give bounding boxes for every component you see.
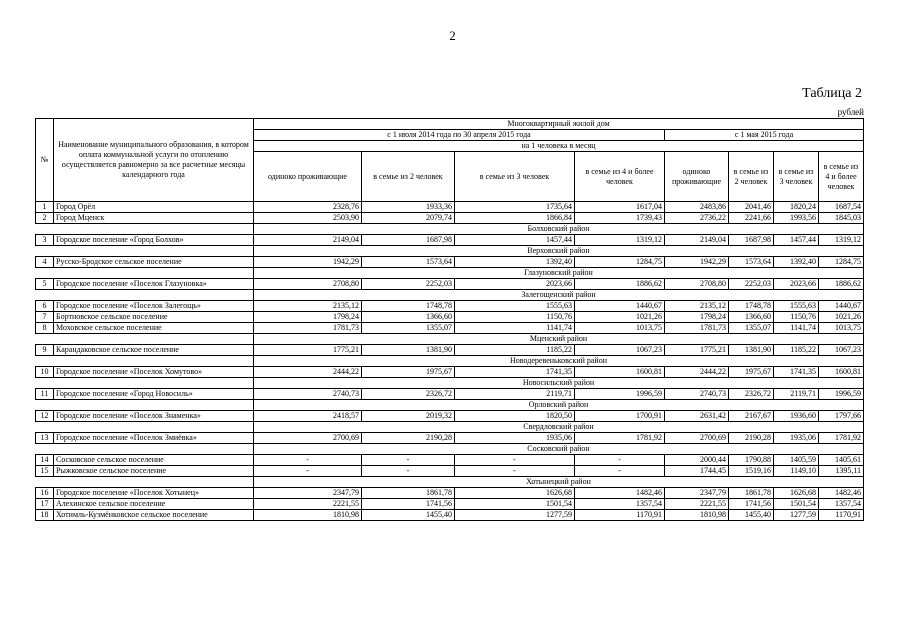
value-cell: 2023,66	[455, 279, 575, 290]
value-cell: 1600,81	[819, 367, 864, 378]
value-cell: -	[362, 466, 455, 477]
table-header	[36, 119, 864, 202]
value-cell: 1741,35	[455, 367, 575, 378]
value-cell: -	[455, 466, 575, 477]
table-row	[36, 213, 864, 224]
district-spacer	[36, 224, 254, 235]
value-cell: 1405,61	[819, 455, 864, 466]
value-cell: 2700,69	[254, 433, 362, 444]
value-cell: 1781,73	[665, 323, 729, 334]
table-body	[36, 202, 864, 521]
row-number: 13	[36, 433, 54, 444]
value-cell: 2041,46	[729, 202, 774, 213]
table-row	[36, 235, 864, 246]
table-row	[36, 499, 864, 510]
district-spacer	[36, 334, 254, 345]
row-number: 9	[36, 345, 54, 356]
municipality-name: Хотимль-Кузмёнковское сельское поселение	[54, 510, 254, 521]
value-cell: 1687,54	[819, 202, 864, 213]
tariff-table	[35, 118, 864, 521]
value-cell: 2503,90	[254, 213, 362, 224]
value-cell: 2347,79	[665, 488, 729, 499]
value-cell: 1555,63	[774, 301, 819, 312]
row-number: 3	[36, 235, 54, 246]
district-name: Орловский район	[254, 400, 864, 411]
district-name: Верховский район	[254, 246, 864, 257]
header-col: одиноко проживающие	[254, 152, 362, 202]
row-number: 11	[36, 389, 54, 400]
value-cell: -	[575, 466, 665, 477]
municipality-name: Рыжковское сельское поселение	[54, 466, 254, 477]
district-name: Болховский район	[254, 224, 864, 235]
value-cell: 1748,78	[729, 301, 774, 312]
district-spacer	[36, 268, 254, 279]
header-building-type: Многоквартирный жилой дом	[254, 119, 864, 130]
value-cell: 1284,75	[575, 257, 665, 268]
value-cell: 2740,73	[665, 389, 729, 400]
value-cell: 2418,57	[254, 411, 362, 422]
value-cell: 1573,64	[729, 257, 774, 268]
district-name: Сосковский район	[254, 444, 864, 455]
value-cell: 1067,23	[575, 345, 665, 356]
value-cell: 1185,22	[774, 345, 819, 356]
value-cell: 2000,44	[665, 455, 729, 466]
row-number: 1	[36, 202, 54, 213]
district-spacer	[36, 290, 254, 301]
value-cell: 2023,66	[774, 279, 819, 290]
table-row	[36, 389, 864, 400]
value-cell: 1861,78	[729, 488, 774, 499]
value-cell: 1501,54	[774, 499, 819, 510]
table-row	[36, 312, 864, 323]
value-cell: 1687,98	[729, 235, 774, 246]
value-cell: 2190,28	[362, 433, 455, 444]
district-row	[36, 334, 864, 345]
table-row	[36, 323, 864, 334]
value-cell: 1820,24	[774, 202, 819, 213]
row-number: 17	[36, 499, 54, 510]
value-cell: 1067,23	[819, 345, 864, 356]
district-row	[36, 290, 864, 301]
value-cell: 2119,71	[455, 389, 575, 400]
district-row	[36, 400, 864, 411]
value-cell: 1357,54	[819, 499, 864, 510]
value-cell: 2700,69	[665, 433, 729, 444]
value-cell: 1845,03	[819, 213, 864, 224]
value-cell: 1942,29	[665, 257, 729, 268]
value-cell: 1405,59	[774, 455, 819, 466]
value-cell: 1141,74	[774, 323, 819, 334]
value-cell: 2252,03	[729, 279, 774, 290]
header-municipality: Наименование муниципального образования, в котором оплата коммунальной услуги по отоплению осуществляется равномерно за все расчетные месяцы календарного года	[54, 119, 254, 202]
value-cell: 2252,03	[362, 279, 455, 290]
value-cell: 1277,59	[455, 510, 575, 521]
municipality-name: Сосковское сельское поселение	[54, 455, 254, 466]
municipality-name: Алехинское сельское поселение	[54, 499, 254, 510]
value-cell: 1395,11	[819, 466, 864, 477]
row-number: 6	[36, 301, 54, 312]
municipality-name: Русско-Бродское сельское поселение	[54, 257, 254, 268]
value-cell: 2326,72	[362, 389, 455, 400]
value-cell: 1021,26	[819, 312, 864, 323]
district-row	[36, 444, 864, 455]
district-spacer	[36, 378, 254, 389]
value-cell: 2241,66	[729, 213, 774, 224]
municipality-name: Городское поселение «Поселок Хотынец»	[54, 488, 254, 499]
district-row	[36, 246, 864, 257]
value-cell: 2328,76	[254, 202, 362, 213]
value-cell: 1975,67	[729, 367, 774, 378]
value-cell: 1284,75	[819, 257, 864, 268]
value-cell: 1775,21	[254, 345, 362, 356]
district-name: Новодеревеньковский район	[254, 356, 864, 367]
value-cell: 2149,04	[254, 235, 362, 246]
row-number: 10	[36, 367, 54, 378]
value-cell: 1700,91	[575, 411, 665, 422]
municipality-name: Городское поселение «Город Новосиль»	[54, 389, 254, 400]
table-row	[36, 301, 864, 312]
value-cell: -	[362, 455, 455, 466]
value-cell: 1392,40	[455, 257, 575, 268]
value-cell: 2483,86	[665, 202, 729, 213]
table-row	[36, 279, 864, 290]
value-cell: 1741,56	[729, 499, 774, 510]
value-cell: 1781,92	[575, 433, 665, 444]
value-cell: 1170,91	[819, 510, 864, 521]
value-cell: 1366,60	[362, 312, 455, 323]
header-period-1: с 1 июля 2014 года по 30 апреля 2015 года	[254, 130, 665, 141]
value-cell: 1744,45	[665, 466, 729, 477]
value-cell: 1600,81	[575, 367, 665, 378]
municipality-name: Городское поселение «Город Болхов»	[54, 235, 254, 246]
district-spacer	[36, 246, 254, 257]
row-number: 14	[36, 455, 54, 466]
value-cell: 1775,21	[665, 345, 729, 356]
header-period-2: с 1 мая 2015 года	[665, 130, 864, 141]
value-cell: 2190,28	[729, 433, 774, 444]
value-cell: -	[254, 466, 362, 477]
value-cell: 1501,54	[455, 499, 575, 510]
district-name: Новосильский район	[254, 378, 864, 389]
table-row	[36, 202, 864, 213]
value-cell: 1996,59	[819, 389, 864, 400]
value-cell: 1021,26	[575, 312, 665, 323]
header-col: в семье из 2 человек	[362, 152, 455, 202]
value-cell: 1741,56	[362, 499, 455, 510]
value-cell: 1457,44	[774, 235, 819, 246]
district-name: Глазуновский район	[254, 268, 864, 279]
value-cell: 1741,35	[774, 367, 819, 378]
value-cell: 1935,06	[774, 433, 819, 444]
row-number: 2	[36, 213, 54, 224]
value-cell: 1482,46	[819, 488, 864, 499]
value-cell: 2708,80	[254, 279, 362, 290]
table-row	[36, 411, 864, 422]
row-number: 16	[36, 488, 54, 499]
header-col: в семье из 3 человек	[455, 152, 575, 202]
value-cell: 1933,36	[362, 202, 455, 213]
value-cell: 1861,78	[362, 488, 455, 499]
value-cell: 1170,91	[575, 510, 665, 521]
value-cell: 2167,67	[729, 411, 774, 422]
value-cell: 1355,07	[362, 323, 455, 334]
district-name: Хотынецкий район	[254, 477, 864, 488]
value-cell: 2079,74	[362, 213, 455, 224]
value-cell: 1319,12	[575, 235, 665, 246]
value-cell: 2221,55	[665, 499, 729, 510]
district-row	[36, 268, 864, 279]
value-cell: 1797,66	[819, 411, 864, 422]
municipality-name: Городское поселение «Поселок Хомутово»	[54, 367, 254, 378]
table-row	[36, 257, 864, 268]
value-cell: 1381,90	[729, 345, 774, 356]
value-cell: 1810,98	[254, 510, 362, 521]
municipality-name: Карандаковское сельское поселение	[54, 345, 254, 356]
municipality-name: Бортновское сельское поселение	[54, 312, 254, 323]
row-number: 8	[36, 323, 54, 334]
municipality-name: Моховское сельское поселение	[54, 323, 254, 334]
value-cell: 2444,22	[254, 367, 362, 378]
value-cell: 1626,68	[774, 488, 819, 499]
district-spacer	[36, 422, 254, 433]
value-cell: 2708,80	[665, 279, 729, 290]
value-cell: 2326,72	[729, 389, 774, 400]
value-cell: 1942,29	[254, 257, 362, 268]
value-cell: 1519,16	[729, 466, 774, 477]
table-row	[36, 466, 864, 477]
header-col: в семье из 4 и более человек	[575, 152, 665, 202]
district-spacer	[36, 477, 254, 488]
value-cell: 1457,44	[455, 235, 575, 246]
value-cell: 1975,67	[362, 367, 455, 378]
value-cell: 1366,60	[729, 312, 774, 323]
value-cell: 1781,73	[254, 323, 362, 334]
table-row	[36, 433, 864, 444]
table-title: Таблица 2	[802, 86, 862, 101]
value-cell: 1392,40	[774, 257, 819, 268]
header-col: в семье из 3 человек	[774, 152, 819, 202]
value-cell: 1748,78	[362, 301, 455, 312]
value-cell: 1735,64	[455, 202, 575, 213]
value-cell: 1357,54	[575, 499, 665, 510]
value-cell: 1482,46	[575, 488, 665, 499]
district-name: Залегощенский район	[254, 290, 864, 301]
table-row	[36, 510, 864, 521]
row-number: 5	[36, 279, 54, 290]
municipality-name: Городское поселение «Поселок Залегощь»	[54, 301, 254, 312]
value-cell: 1319,12	[819, 235, 864, 246]
value-cell: 1781,92	[819, 433, 864, 444]
district-row	[36, 477, 864, 488]
value-cell: 2631,42	[665, 411, 729, 422]
value-cell: 1150,76	[455, 312, 575, 323]
page-number: 2	[449, 28, 456, 43]
district-name: Мценский район	[254, 334, 864, 345]
municipality-name: Городское поселение «Поселок Знаменка»	[54, 411, 254, 422]
value-cell: 1886,62	[819, 279, 864, 290]
value-cell: 1455,40	[729, 510, 774, 521]
district-spacer	[36, 444, 254, 455]
value-cell: 1687,98	[362, 235, 455, 246]
value-cell: 2119,71	[774, 389, 819, 400]
value-cell: 2135,12	[254, 301, 362, 312]
value-cell: 1149,10	[774, 466, 819, 477]
district-spacer	[36, 356, 254, 367]
value-cell: 1573,64	[362, 257, 455, 268]
value-cell: -	[254, 455, 362, 466]
value-cell: 1935,06	[455, 433, 575, 444]
value-cell: 1886,62	[575, 279, 665, 290]
value-cell: 1810,98	[665, 510, 729, 521]
value-cell: 1150,76	[774, 312, 819, 323]
value-cell: 1277,59	[774, 510, 819, 521]
value-cell: 2740,73	[254, 389, 362, 400]
row-number: 18	[36, 510, 54, 521]
value-cell: -	[575, 455, 665, 466]
municipality-name: Городское поселение «Поселок Змиёвка»	[54, 433, 254, 444]
header-col: одиноко проживающие	[665, 152, 729, 202]
value-cell: 1381,90	[362, 345, 455, 356]
value-cell: 1820,50	[455, 411, 575, 422]
header-per-person: на 1 человека в месяц	[254, 141, 864, 152]
value-cell: 1013,75	[819, 323, 864, 334]
value-cell: 1626,68	[455, 488, 575, 499]
value-cell: 1440,67	[575, 301, 665, 312]
value-cell: 2347,79	[254, 488, 362, 499]
row-number: 7	[36, 312, 54, 323]
value-cell: 1798,24	[665, 312, 729, 323]
value-cell: 1440,67	[819, 301, 864, 312]
district-row	[36, 422, 864, 433]
header-col: в семье из 4 и более человек	[819, 152, 864, 202]
municipality-name: Город Мценск	[54, 213, 254, 224]
value-cell: 2135,12	[665, 301, 729, 312]
value-cell: 1739,43	[575, 213, 665, 224]
value-cell: 1993,56	[774, 213, 819, 224]
municipality-name: Городское поселение «Поселок Глазуновка»	[54, 279, 254, 290]
value-cell: -	[455, 455, 575, 466]
table-row	[36, 367, 864, 378]
value-cell: 2221,55	[254, 499, 362, 510]
header-col: в семье из 2 человек	[729, 152, 774, 202]
row-number: 4	[36, 257, 54, 268]
table-row	[36, 345, 864, 356]
value-cell: 1617,04	[575, 202, 665, 213]
value-cell: 1555,63	[455, 301, 575, 312]
value-cell: 1013,75	[575, 323, 665, 334]
value-cell: 1936,60	[774, 411, 819, 422]
district-spacer	[36, 400, 254, 411]
value-cell: 2444,22	[665, 367, 729, 378]
header-number: №	[36, 119, 54, 202]
value-cell: 2149,04	[665, 235, 729, 246]
value-cell: 1790,88	[729, 455, 774, 466]
value-cell: 1455,40	[362, 510, 455, 521]
row-number: 15	[36, 466, 54, 477]
value-cell: 2736,22	[665, 213, 729, 224]
value-cell: 1141,74	[455, 323, 575, 334]
value-cell: 1355,07	[729, 323, 774, 334]
table-row	[36, 488, 864, 499]
value-cell: 1866,84	[455, 213, 575, 224]
value-cell: 1798,24	[254, 312, 362, 323]
district-row	[36, 378, 864, 389]
table-row	[36, 455, 864, 466]
district-name: Свердловский район	[254, 422, 864, 433]
unit-label: рублей	[837, 107, 864, 117]
value-cell: 1996,59	[575, 389, 665, 400]
value-cell: 1185,22	[455, 345, 575, 356]
row-number: 12	[36, 411, 54, 422]
value-cell: 2019,32	[362, 411, 455, 422]
district-row	[36, 224, 864, 235]
district-row	[36, 356, 864, 367]
municipality-name: Город Орёл	[54, 202, 254, 213]
